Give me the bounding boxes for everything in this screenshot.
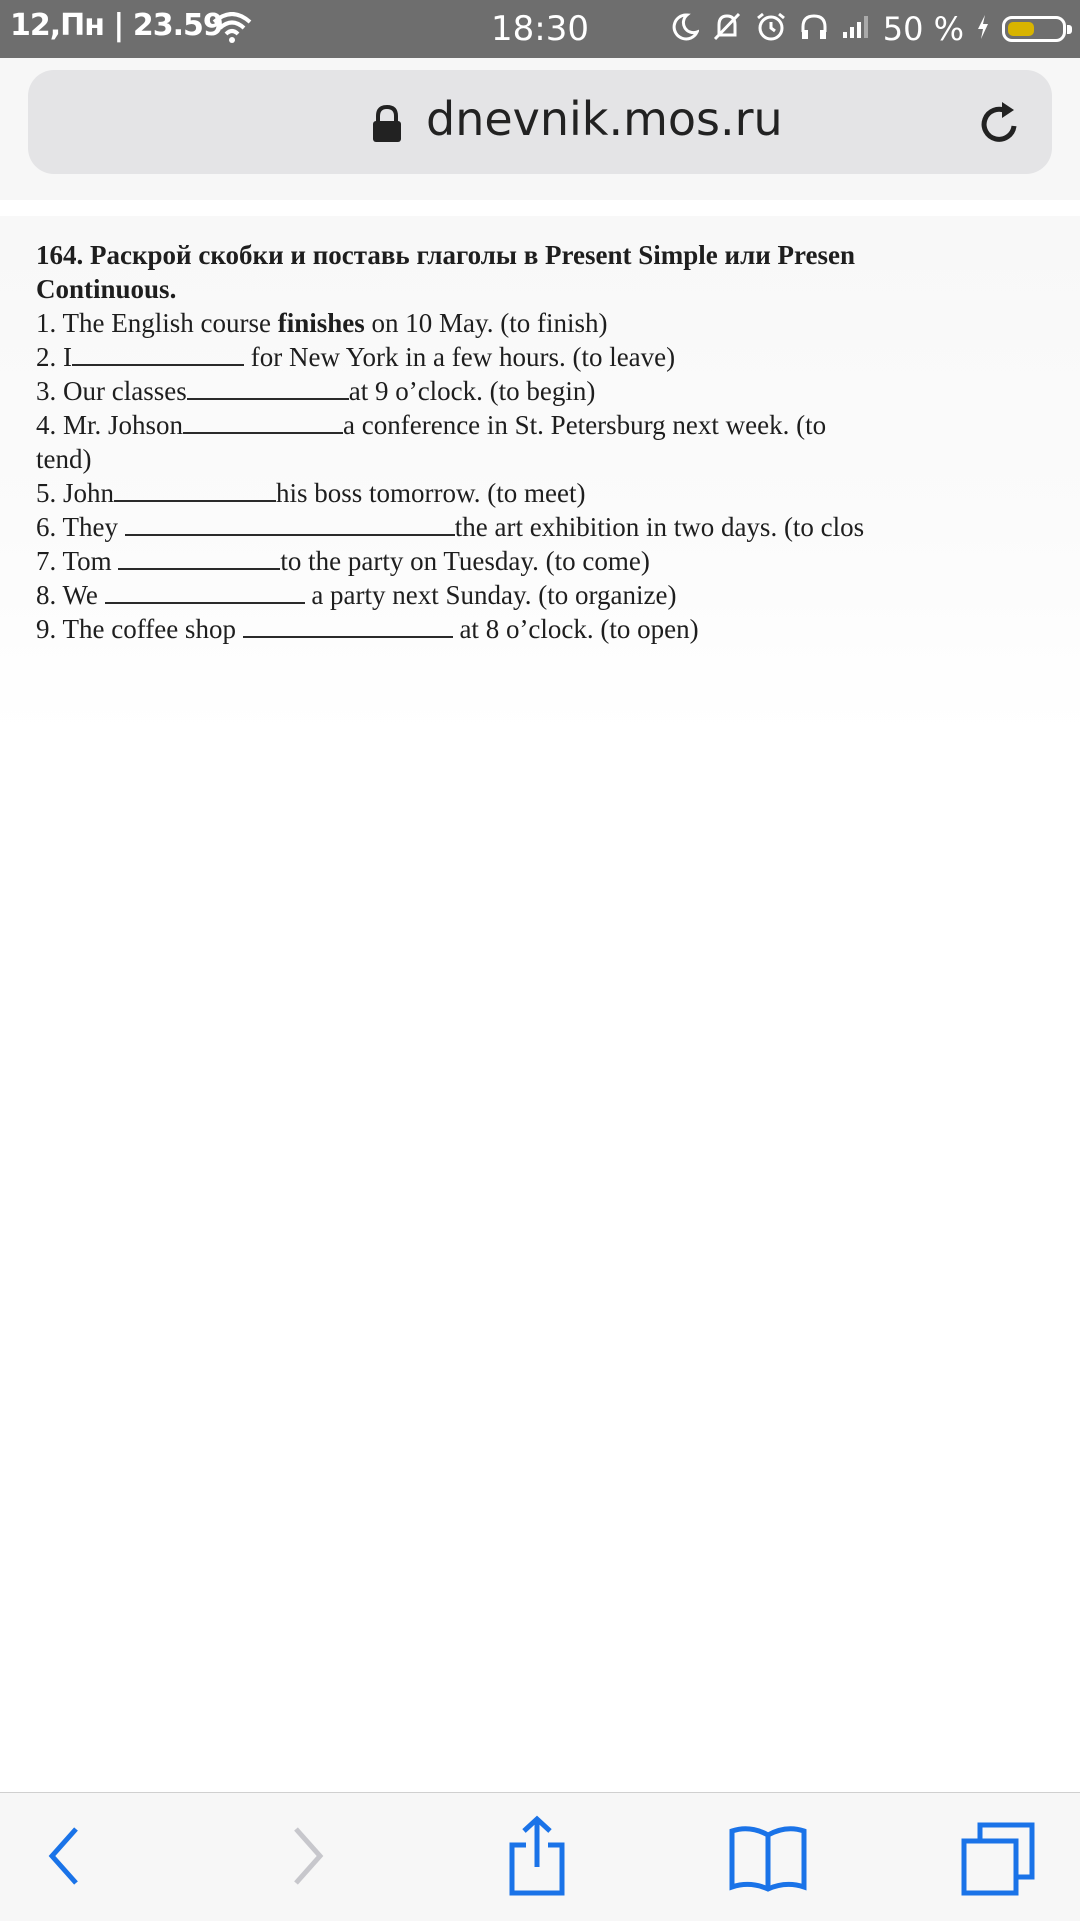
bookmarks-icon[interactable] — [728, 1823, 808, 1898]
answer-blank — [72, 342, 244, 366]
forward-icon[interactable] — [282, 1821, 332, 1896]
answer-blank — [183, 410, 343, 434]
exercise-item-3: 3. Our classes at 9 o’clock. (to begin) — [36, 376, 596, 406]
exercise-item-6: 6. They the art exhibition in two days. (to clos — [36, 512, 865, 542]
answer-blank — [118, 546, 280, 570]
headset-icon — [799, 12, 829, 47]
exercise-item-7: 7. Tom to the party on Tuesday. (to come) — [36, 546, 650, 576]
answer-blank — [114, 478, 276, 502]
browser-header — [0, 58, 1080, 201]
moon-icon — [671, 12, 699, 47]
alarm-icon — [755, 11, 787, 48]
answer-blank — [187, 376, 349, 400]
answer-blank — [243, 614, 453, 638]
exercise-item-2: 2. I for New York in a few hours. (to leave) — [36, 342, 676, 372]
bottom-toolbar — [0, 1792, 1080, 1921]
status-indicators — [671, 10, 1066, 48]
status-bar — [0, 0, 1080, 58]
exercise-item-1: 1. The English course finishes on 10 May. (to finish) — [36, 308, 608, 338]
tabs-icon[interactable] — [960, 1821, 1036, 1902]
status-date-time: 12,Пн | 23.59 — [10, 8, 223, 43]
answer-blank — [105, 580, 305, 604]
exercise-title: 164. Раскрой скобки и поставь глаголы в Present Simple или Presen — [36, 240, 856, 270]
status-clock: 18:30 — [491, 9, 589, 49]
share-icon[interactable] — [504, 1815, 570, 1902]
exercise-item-4: 4. Mr. Johson a conference in St. Petersburg next week. (to — [36, 410, 827, 440]
exercise-item-9: 9. The coffee shop at 8 o’clock. (to open) — [36, 614, 699, 644]
charging-icon — [976, 14, 990, 45]
url-text[interactable]: dnevnik.mos.ru — [426, 92, 783, 146]
silent-bell-icon — [711, 11, 743, 48]
exercise-title-continued: Continuous. — [36, 274, 177, 304]
exercise-item-4-continued: tend) — [36, 444, 92, 474]
back-icon[interactable] — [40, 1821, 90, 1896]
document-image — [0, 200, 1080, 1790]
reload-icon[interactable] — [976, 98, 1024, 153]
exercise-text — [36, 238, 1046, 646]
answer-blank — [125, 512, 455, 536]
battery-percent: 50 % — [882, 10, 964, 48]
signal-icon — [841, 14, 869, 45]
battery-icon — [1002, 16, 1066, 42]
lock-icon — [370, 104, 404, 149]
address-bar[interactable] — [28, 70, 1052, 174]
exercise-item-8: 8. We a party next Sunday. (to organize) — [36, 580, 677, 610]
exercise-item-5: 5. John his boss tomorrow. (to meet) — [36, 478, 586, 508]
